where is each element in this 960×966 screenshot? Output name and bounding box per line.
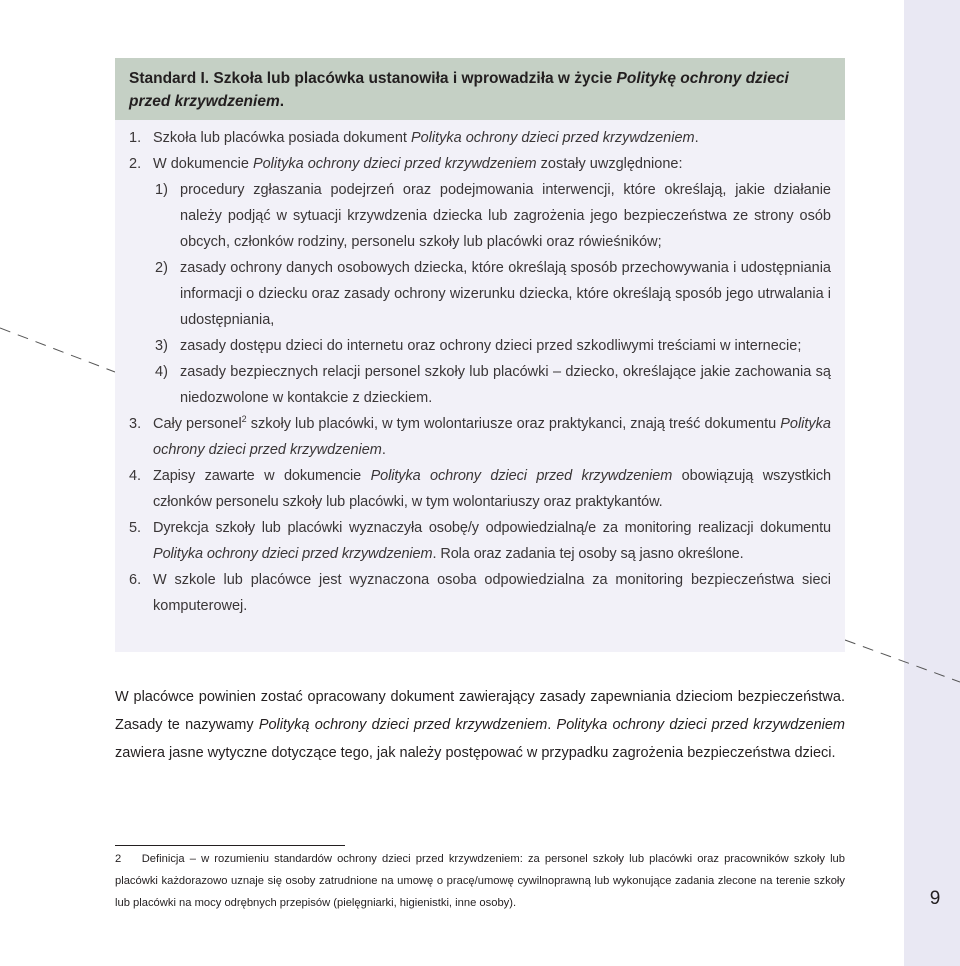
item-text-mid: szkoły lub placówki, w tym wolontariusze oraz praktykanci, znają treść dokumentu [246,416,781,432]
item-number: 5. [129,520,141,536]
subitem-number: 3) [155,338,168,354]
item-text: W szkole lub placówce jest wyznaczona osoba odpowiedzialna za monitoring bezpieczeństwa sieci komputerowej. [153,572,831,614]
item-text-end: . [694,130,699,146]
subitem-number: 1) [155,182,168,198]
list-item-3 [129,411,831,463]
sublist-item-1 [129,177,831,255]
list-item-6 [129,567,831,619]
subitem-text: procedury zgłaszania podejrzeń oraz podejmowania interwencji, które określają, jakie działanie należy podjąć w sytuacji krzywdzenia dziecka lub zagrożenia jego bezpieczeństwa ze strony osób obcych, członków rodziny, personelu szkoły lub placówki oraz rówieśników; [180,182,831,250]
list-item-2 [129,151,831,177]
item-number: 3. [129,416,142,432]
item-text-end: . Rola oraz zadania tej osoby są jasno określone. [432,546,744,562]
sublist-item-2 [129,255,831,333]
footnote-number: 2 [115,853,122,865]
list-item-1 [129,125,831,151]
item-text: W dokumencie [153,156,253,172]
item-number: 6. [129,572,142,588]
sublist-item-4 [129,359,831,411]
subitem-number: 2) [155,260,168,276]
standard-heading [115,58,845,120]
standard-box [115,58,845,652]
item-number: 4. [129,468,141,484]
footnote-divider [115,845,345,846]
item-text-end: zostały uwzględnione: [536,156,683,172]
item-text: Dyrekcja szkoły lub placówki wyznaczyła osobę/y odpowiedzialną/e za monitoring realizacji dokumentu [153,520,831,536]
item-italic-text: Polityka ochrony dzieci przed krzywdzeniem [252,156,537,172]
intro-italic-2: Polityka ochrony dzieci przed krzywdzeniem [556,717,846,733]
item-number: 1. [129,130,142,146]
intro-text-3: zawiera jasne wytyczne dotyczące tego, jak należy postępować w przypadku zagrożenia bezpieczeństwa dzieci. [115,745,836,761]
intro-paragraph [115,683,845,767]
sublist-item-3 [129,333,831,359]
item-italic-text: Polityka ochrony dzieci przed krzywdzeniem [153,546,433,562]
footnote-text: Definicja – w rozumieniu standardów ochrony dzieci przed krzywdzeniem: za personel szkoły lub placówki oraz pracowników szkoły lub placówki każdorazowo uznaje się osoby zatrudnione na umowę o pracę/umowę cywilnoprawną lub wykonujące zadania zlecone na terenie szkoły lub placówki na mocy odrębnych przepisów (pielęgniarki, higienistki, inne osoby). [115,853,845,909]
item-italic-text: Polityka ochrony dzieci przed krzywdzeniem [410,130,695,146]
list-item-4 [129,463,831,515]
item-italic-text: Polityka ochrony dzieci przed krzywdzeniem [370,468,673,484]
item-number: 2. [129,156,142,172]
item-text: Zapisy zawarte w dokumencie [153,468,371,484]
item-italic-text: Polityka ochrony dzieci przed krzywdzeniem [153,416,831,458]
footnote-ref: 2 [241,414,247,425]
item-text: Cały personel [153,416,242,432]
intro-text-2: . [547,717,557,733]
item-text: Szkoła lub placówka posiada dokument [153,130,411,146]
standard-list [115,120,845,619]
heading-end: . [279,93,285,110]
item-text-end: obowiązują wszystkich członków personelu szkoły lub placówki, w tym wolontariuszy oraz praktykantów. [153,468,831,510]
heading-text: Standard I. Szkoła lub placówka ustanowiła i wprowadziła w życie [129,70,617,87]
page-number: 9 [929,888,941,909]
subitem-number: 4) [155,364,168,380]
subitem-text: zasady bezpiecznych relacji personel szkoły lub placówki – dziecko, określające jakie zachowania są niedozwolone w kontakcie z dzieckiem. [180,364,831,406]
intro-text: W placówce powinien zostać opracowany dokument zawierający zasady zapewniania dzieciom bezpieczeństwa. Zasady te nazywamy [115,689,845,733]
footnote [115,848,845,914]
list-item-5 [129,515,831,567]
intro-italic-1: Polityką ochrony dzieci przed krzywdzeniem [258,717,548,733]
heading-italic-text: Politykę ochrony dzieci przed krzywdzeniem [129,70,789,110]
subitem-text: zasady ochrony danych osobowych dziecka, które określają sposób przechowywania i udostępniania informacji o dziecku oraz zasady ochrony wizerunku dziecka, które określają sposób jego utrwalania i udostępniania, [180,260,831,328]
item-text-end: . [381,442,386,458]
subitem-text: zasady dostępu dzieci do internetu oraz ochrony dzieci przed szkodliwymi treściami w internecie; [180,338,802,354]
